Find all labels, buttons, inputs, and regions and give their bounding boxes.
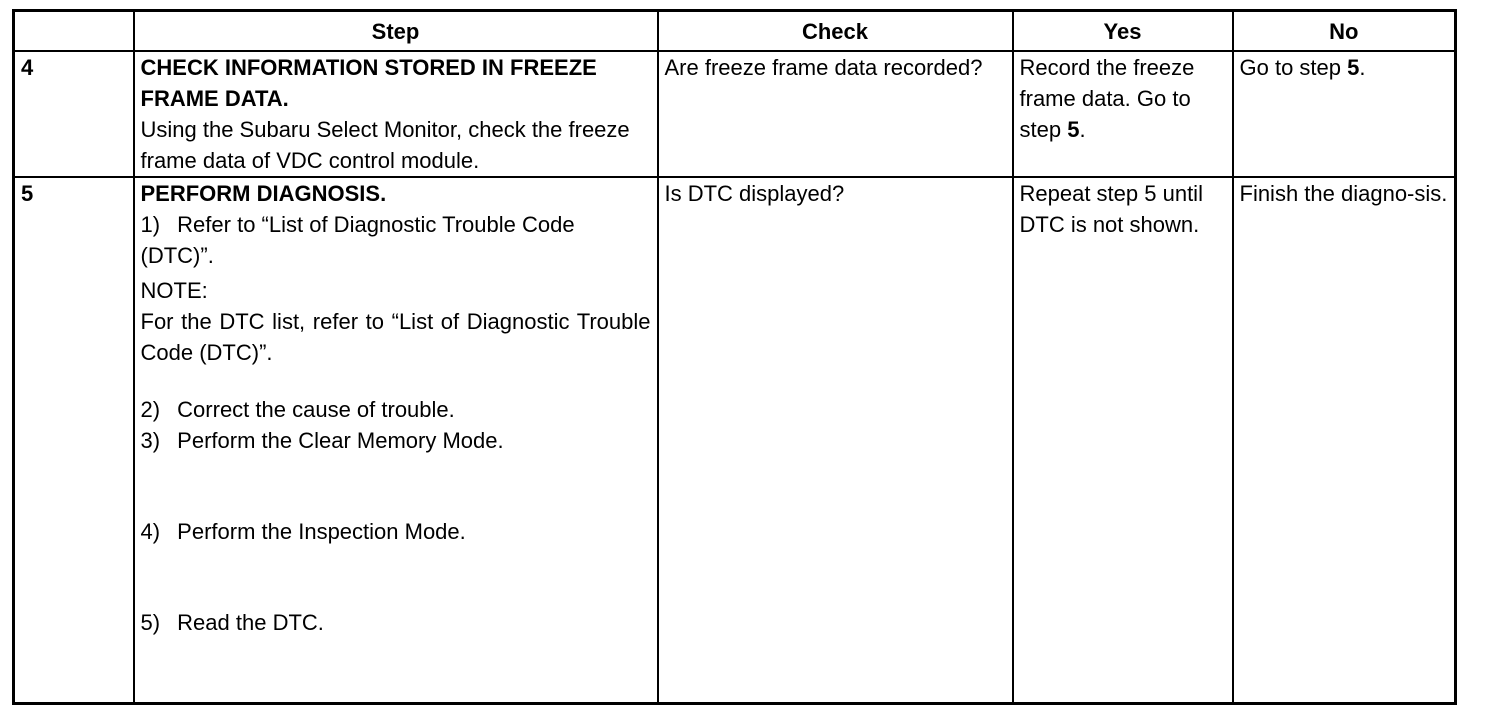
- step-item-2: 2) Correct the cause of trouble.: [140, 397, 455, 422]
- diagnostic-table: [12, 9, 1457, 705]
- note-label: NOTE:: [140, 278, 208, 303]
- yes-cell: [1013, 51, 1233, 177]
- yes-step-ref: 5: [1067, 117, 1080, 142]
- step-item-5: 5) Read the DTC.: [140, 610, 324, 635]
- header-no: No: [1233, 11, 1456, 52]
- no-end: .: [1359, 55, 1366, 80]
- step-title: CHECK INFORMATION STORED IN FREEZE FRAME DATA.: [140, 55, 597, 111]
- step-item-3: 3) Perform the Clear Memory Mode.: [140, 428, 504, 453]
- yes-cell: Repeat step 5 until DTC is not shown.: [1013, 177, 1233, 704]
- check-cell: Is DTC displayed?: [658, 177, 1013, 704]
- header-num: [14, 11, 134, 52]
- step-cell: [134, 51, 658, 177]
- table-row: [14, 177, 1456, 704]
- yes-end: .: [1079, 117, 1086, 142]
- no-cell: [1233, 51, 1456, 177]
- table-row: [14, 51, 1456, 177]
- header-step: Step: [134, 11, 658, 52]
- step-title: PERFORM DIAGNOSIS.: [140, 181, 387, 206]
- no-text: Go to step: [1239, 55, 1342, 80]
- no-cell: Finish the diagno-sis.: [1233, 177, 1456, 704]
- header-yes: Yes: [1013, 11, 1233, 52]
- note-text: For the DTC list, refer to “List of Diagnostic Trouble Code (DTC)”.: [140, 309, 651, 365]
- step-item-1: 1) Refer to “List of Diagnostic Trouble Code (DTC)”.: [140, 212, 575, 268]
- step-item-4: 4) Perform the Inspection Mode.: [140, 519, 466, 544]
- check-cell: Are freeze frame data recorded?: [658, 51, 1013, 177]
- step-instruction: Using the Subaru Select Monitor, check the freeze frame data of VDC control module.: [140, 117, 630, 173]
- header-check: Check: [658, 11, 1013, 52]
- step-cell: [134, 177, 658, 704]
- header-row: [14, 11, 1456, 52]
- yes-text: Record the freeze frame data. Go to step: [1019, 55, 1195, 142]
- step-number: 4: [14, 51, 134, 177]
- no-step-ref: 5: [1347, 55, 1360, 80]
- step-number: 5: [14, 177, 134, 704]
